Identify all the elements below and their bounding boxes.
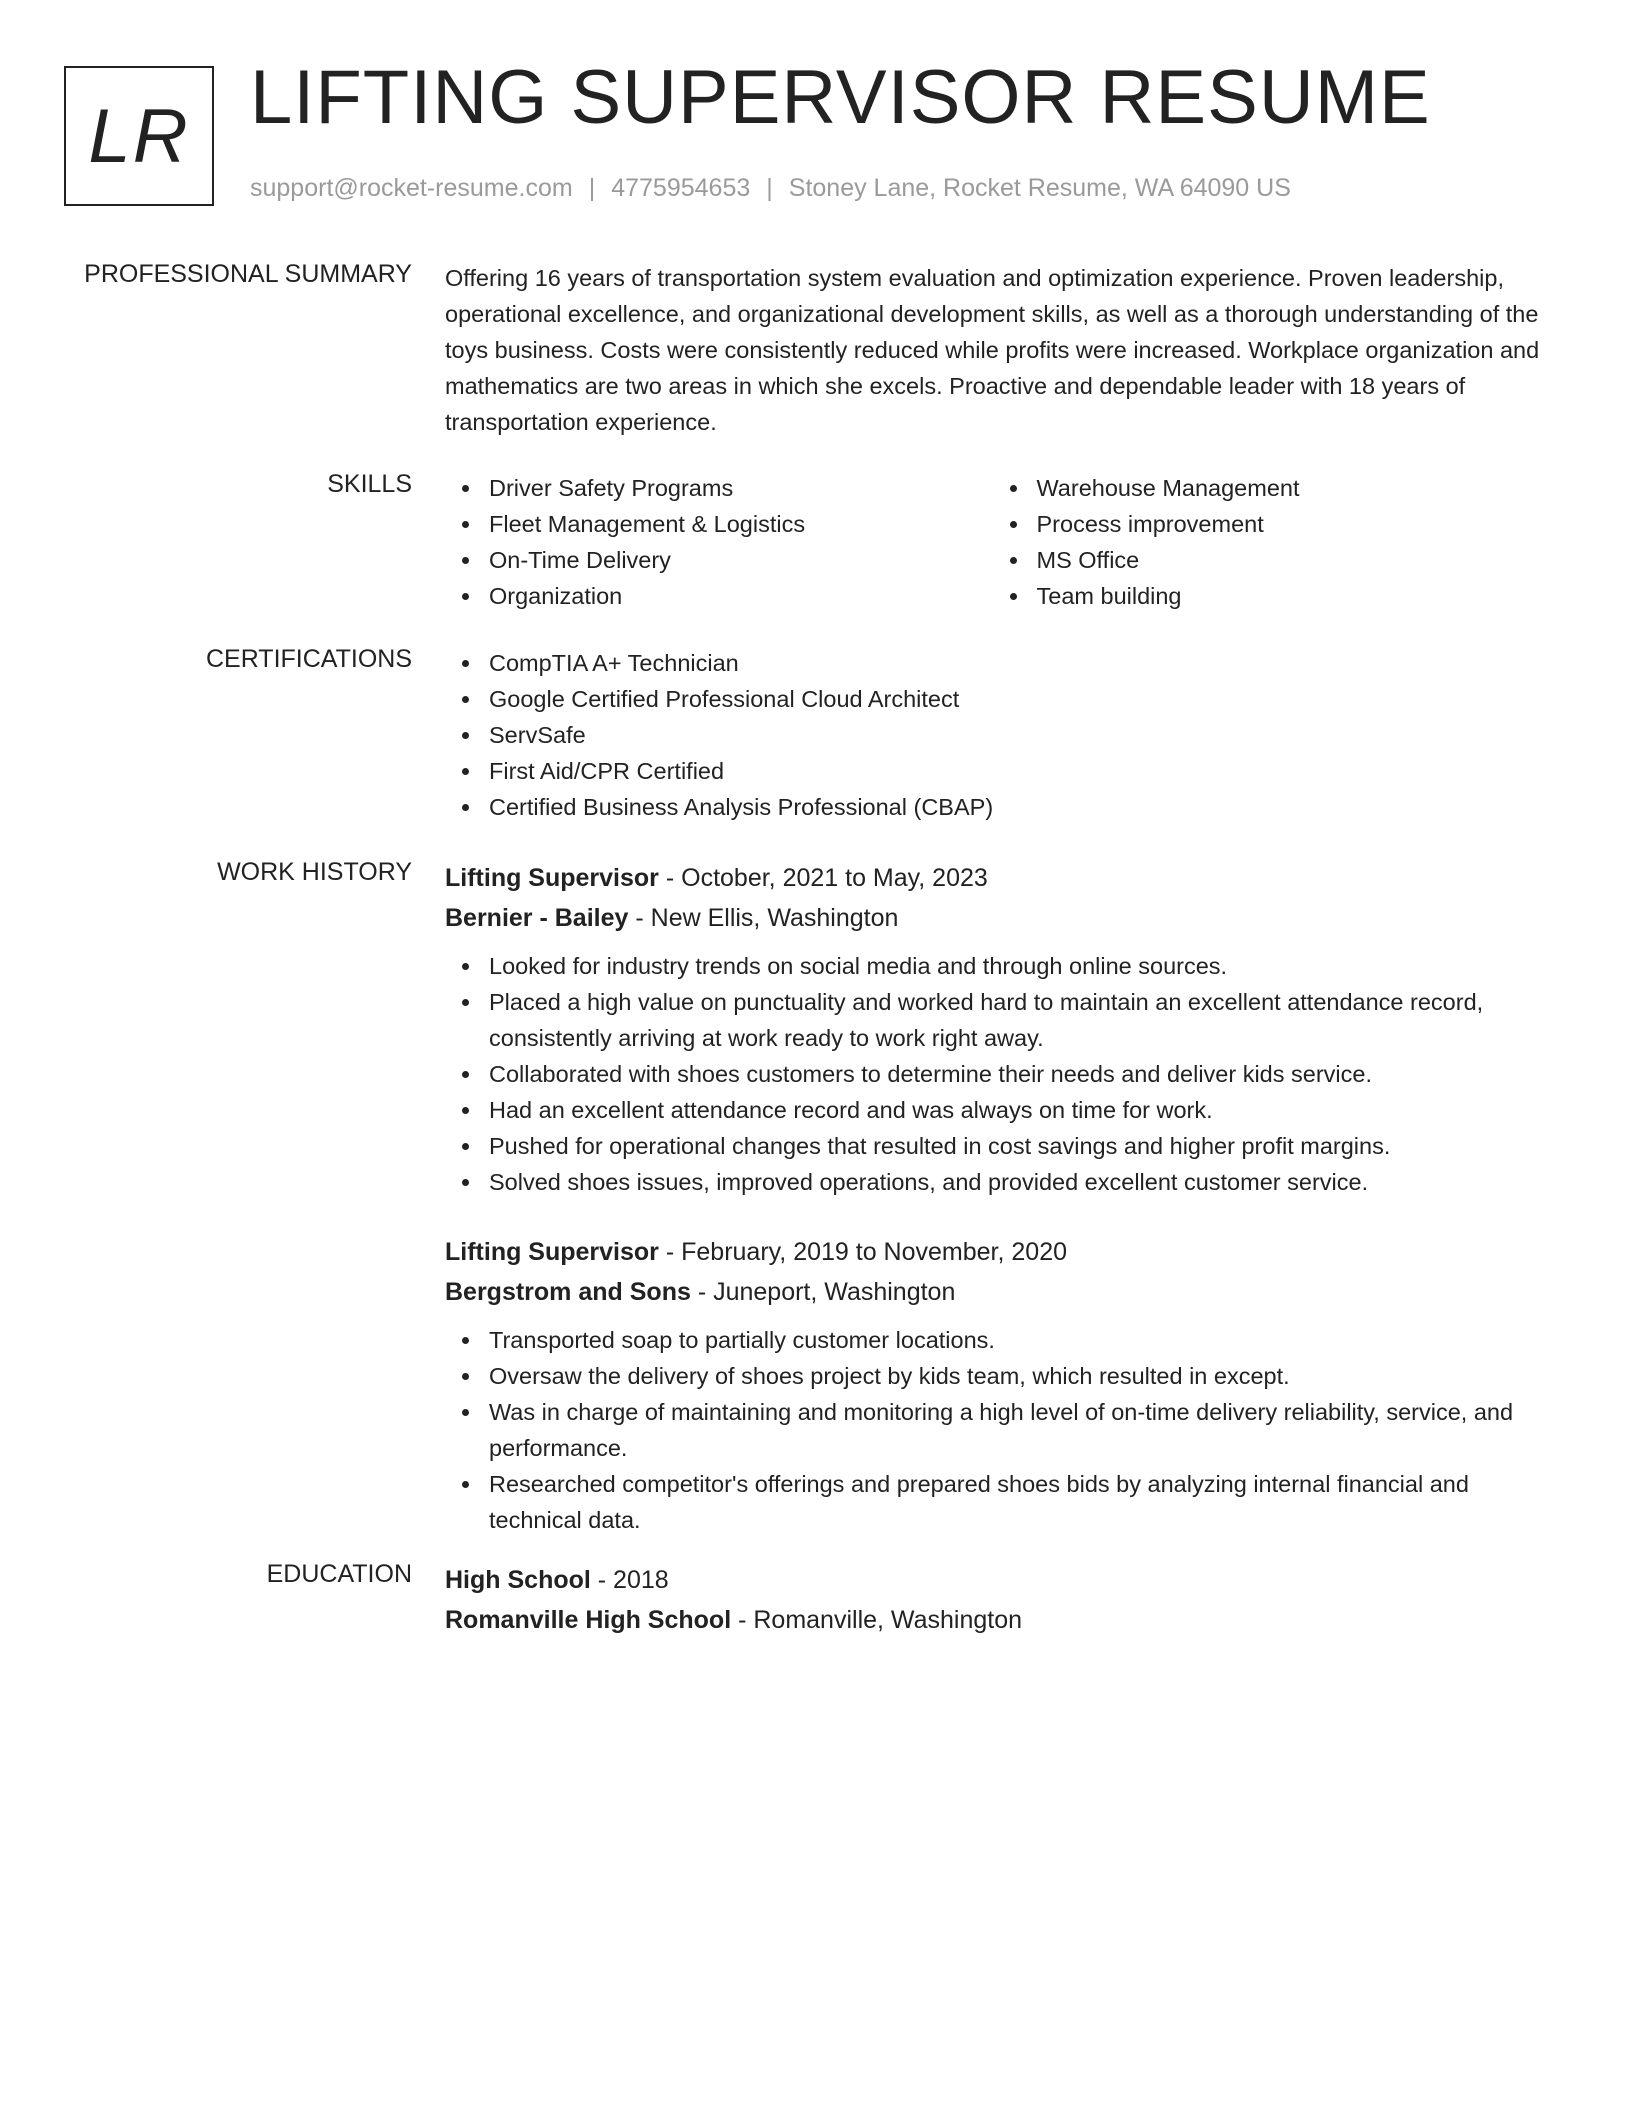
list-item: Looked for industry trends on social media and through online sources.: [445, 948, 1540, 984]
list-item: Placed a high value on punctuality and worked hard to maintain an excellent attendance record, consistently arriving at work ready to work right away.: [445, 984, 1540, 1056]
job-company: Bernier - Bailey: [445, 904, 629, 932]
job-title-line: [445, 858, 1540, 898]
job-title-line: [445, 1232, 1540, 1272]
resume-title: LIFTING SUPERVISOR RESUME: [250, 55, 1431, 140]
section-label: SKILLS: [327, 470, 412, 498]
job-title: Lifting Supervisor: [445, 1238, 659, 1266]
section-label: PROFESSIONAL SUMMARY: [84, 260, 412, 288]
skills-list-left: [445, 470, 993, 614]
list-item: Collaborated with shoes customers to determine their needs and deliver kids service.: [445, 1056, 1540, 1092]
job-location: - New Ellis, Washington: [628, 904, 899, 932]
job-bullets: [445, 1322, 1540, 1538]
education-location: - Romanville, Washington: [731, 1606, 1023, 1634]
list-item: On-Time Delivery: [445, 542, 993, 578]
job-location: - Juneport, Washington: [690, 1278, 956, 1306]
section-label: WORK HISTORY: [217, 858, 412, 886]
contact-separator: |: [588, 174, 596, 202]
contact-email: support@rocket-resume.com: [250, 174, 573, 202]
list-item: First Aid/CPR Certified: [445, 753, 1540, 789]
section-label: EDUCATION: [266, 1560, 412, 1588]
job-bullets: [445, 948, 1540, 1200]
list-item: Team building: [993, 578, 1541, 614]
job-dates: - February, 2019 to November, 2020: [658, 1238, 1067, 1266]
skills-list-right: [993, 470, 1541, 614]
list-item: Pushed for operational changes that resulted in cost savings and higher profit margins.: [445, 1128, 1540, 1164]
contact-address: Stoney Lane, Rocket Resume, WA 64090 US: [788, 174, 1291, 202]
education-school: Romanville High School: [445, 1606, 732, 1634]
list-item: Was in charge of maintaining and monitoring a high level of on-time delivery reliability, service, and performance.: [445, 1394, 1540, 1466]
education-year: - 2018: [590, 1566, 669, 1594]
job-company: Bergstrom and Sons: [445, 1278, 691, 1306]
list-item: ServSafe: [445, 717, 1540, 753]
summary-text: Offering 16 years of transportation system evaluation and optimization experience. Proven leadership, operational excellence, and organizational development skills, as well as a thorough understanding of the toys business. Costs were consistently reduced while profits were increased. Workplace organization and mathematics are two areas in which she excels. Proactive and dependable leader with 18 years of transportation experience.: [445, 265, 1540, 435]
job-dates: - October, 2021 to May, 2023: [658, 864, 988, 892]
certifications-list: [445, 645, 1540, 825]
list-item: Fleet Management & Logistics: [445, 506, 993, 542]
list-item: Had an excellent attendance record and was always on time for work.: [445, 1092, 1540, 1128]
job-company-line: [445, 898, 1540, 938]
list-item: Certified Business Analysis Professional (CBAP): [445, 789, 1540, 825]
contact-line: [250, 174, 1291, 203]
list-item: Transported soap to partially customer locations.: [445, 1322, 1540, 1358]
list-item: Solved shoes issues, improved operations, and provided excellent customer service.: [445, 1164, 1540, 1200]
list-item: Oversaw the delivery of shoes project by kids team, which resulted in except.: [445, 1358, 1540, 1394]
contact-separator: |: [766, 174, 773, 202]
job-company-line: [445, 1272, 1540, 1312]
list-item: Driver Safety Programs: [445, 470, 993, 506]
list-item: CompTIA A+ Technician: [445, 645, 1540, 681]
list-item: Organization: [445, 578, 993, 614]
list-item: Google Certified Professional Cloud Architect: [445, 681, 1540, 717]
education-school-line: [445, 1600, 1540, 1640]
contact-phone: 4775954653: [611, 174, 751, 202]
education-degree-line: [445, 1560, 1540, 1600]
list-item: Researched competitor's offerings and prepared shoes bids by analyzing internal financial and technical data.: [445, 1466, 1540, 1538]
education-degree: High School: [445, 1566, 591, 1594]
job-entry: [445, 858, 1540, 1200]
list-item: Warehouse Management: [993, 470, 1541, 506]
list-item: Process improvement: [993, 506, 1541, 542]
list-item: MS Office: [993, 542, 1541, 578]
monogram-logo: LR: [64, 66, 214, 206]
job-entry: [445, 1232, 1540, 1538]
section-label: CERTIFICATIONS: [205, 645, 412, 673]
job-title: Lifting Supervisor: [445, 864, 659, 892]
